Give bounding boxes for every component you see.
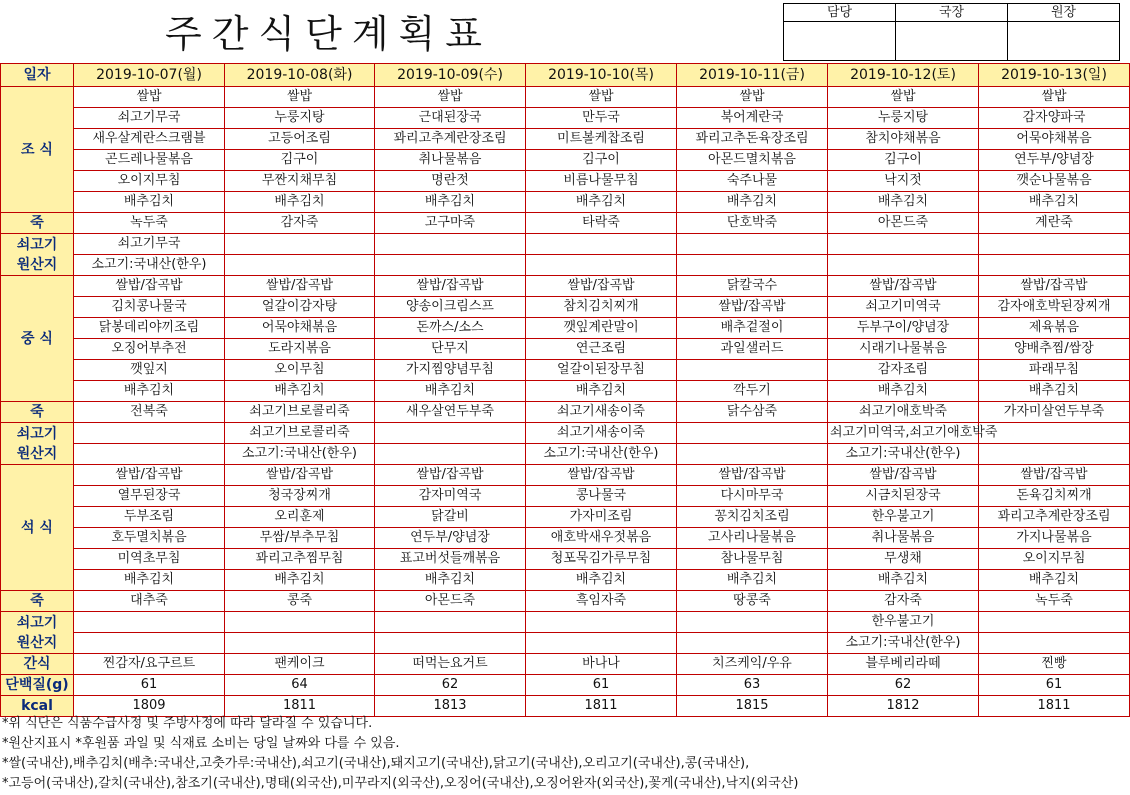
menu-item: 두부조림 — [74, 507, 225, 528]
menu-item: 꽈리고추찜무침 — [225, 549, 375, 570]
menu-item: 쌀밥 — [979, 87, 1130, 108]
protein-label: 단백질(g) — [1, 675, 74, 696]
menu-item: 새우살계란스크램블 — [74, 129, 225, 150]
menu-item: 배추김치 — [74, 570, 225, 591]
beef-origin-cell — [677, 444, 828, 465]
menu-item: 무쌈/부추무침 — [225, 528, 375, 549]
approval-label-head: 원장 — [1008, 4, 1120, 22]
kcal-cell: 1812 — [828, 696, 979, 717]
menu-item: 쌀밥/잡곡밥 — [677, 297, 828, 318]
dinner-porridge-label: 죽 — [1, 591, 74, 612]
beef-origin-cell — [979, 444, 1130, 465]
menu-item: 오이지무침 — [74, 171, 225, 192]
menu-item: 배추김치 — [225, 192, 375, 213]
snack-cell: 팬케이크 — [225, 654, 375, 675]
menu-item: 오징어부추전 — [74, 339, 225, 360]
protein-cell: 61 — [526, 675, 677, 696]
menu-item: 쌀밥 — [828, 87, 979, 108]
dinner-porridge-cell: 아몬드죽 — [375, 591, 526, 612]
lunch-porridge-cell: 쇠고기브로콜리죽 — [225, 402, 375, 423]
menu-item: 쌀밥/잡곡밥 — [526, 465, 677, 486]
beef-origin-cell — [225, 633, 375, 654]
dinner-label: 석 식 — [1, 465, 74, 591]
date-header: 2019-10-10(목) — [526, 64, 677, 87]
dinner-row — [1, 549, 1130, 570]
menu-item: 꽈리고추계란장조림 — [375, 129, 526, 150]
kcal-label: kcal — [1, 696, 74, 717]
approval-sign-manager — [784, 22, 896, 61]
note-line: *위 식단은 식품수급사정 및 주방사정에 따라 달라질 수 있습니다. — [2, 716, 373, 731]
menu-item: 양송이크림스프 — [375, 297, 526, 318]
beef-origin-cell — [375, 255, 526, 276]
lunch-porridge-label: 죽 — [1, 402, 74, 423]
breakfast-row — [1, 192, 1130, 213]
breakfast-row — [1, 171, 1130, 192]
beef-label-line1: 쇠고기 — [16, 236, 58, 253]
menu-item: 한우불고기 — [828, 507, 979, 528]
date-header: 2019-10-08(화) — [225, 64, 375, 87]
meal-plan-table — [0, 63, 1130, 717]
breakfast-porridge-cell: 녹두죽 — [74, 213, 225, 234]
kcal-cell: 1809 — [74, 696, 225, 717]
menu-item: 숙주나물 — [677, 171, 828, 192]
lunch-row — [1, 339, 1130, 360]
menu-item: 명란젓 — [375, 171, 526, 192]
beef-origin-cell — [375, 423, 526, 444]
kcal-cell: 1811 — [526, 696, 677, 717]
beef-origin-cell — [375, 444, 526, 465]
snack-cell: 찐감자/요구르트 — [74, 654, 225, 675]
beef-origin-cell: 소고기:국내산(한우) — [828, 444, 979, 465]
dinner-beef-label — [1, 612, 74, 654]
lunch-porridge-cell: 전복죽 — [74, 402, 225, 423]
dinner-row — [1, 528, 1130, 549]
beef-origin-cell — [979, 255, 1130, 276]
menu-item: 호두멸치볶음 — [74, 528, 225, 549]
menu-item: 쌀밥 — [225, 87, 375, 108]
menu-item: 시금치된장국 — [828, 486, 979, 507]
menu-item: 깍두기 — [677, 381, 828, 402]
lunch-porridge-cell: 가자미살연두부죽 — [979, 402, 1130, 423]
menu-item: 낙지젓 — [828, 171, 979, 192]
menu-item: 감자미역국 — [375, 486, 526, 507]
menu-item: 열무된장국 — [74, 486, 225, 507]
lunch-porridge-cell: 새우살연두부죽 — [375, 402, 526, 423]
menu-item: 콩나물국 — [526, 486, 677, 507]
protein-cell: 61 — [979, 675, 1130, 696]
origin-label-line2: 원산지 — [16, 256, 58, 273]
dinner-porridge-cell: 땅콩죽 — [677, 591, 828, 612]
menu-item: 참나물무침 — [677, 549, 828, 570]
menu-item: 취나물볶음 — [375, 150, 526, 171]
menu-item: 무생채 — [828, 549, 979, 570]
snack-label: 간식 — [1, 654, 74, 675]
menu-item: 애호박새우젓볶음 — [526, 528, 677, 549]
menu-item: 깻잎지 — [74, 360, 225, 381]
beef-label-line1: 쇠고기 — [16, 614, 58, 631]
dinner-porridge-cell: 흑임자죽 — [526, 591, 677, 612]
snack-cell: 바나나 — [526, 654, 677, 675]
beef-origin-cell — [677, 633, 828, 654]
beef-origin-cell — [979, 612, 1130, 633]
menu-item: 쌀밥/잡곡밥 — [375, 465, 526, 486]
approval-box — [783, 3, 1120, 61]
dinner-row — [1, 486, 1130, 507]
menu-item: 비름나물무침 — [526, 171, 677, 192]
menu-item: 오리훈제 — [225, 507, 375, 528]
approval-sign-head — [1008, 22, 1120, 61]
lunch-beef-label — [1, 423, 74, 465]
breakfast-porridge-cell: 감자죽 — [225, 213, 375, 234]
dinner-beef-row — [1, 633, 1130, 654]
menu-item: 닭칼국수 — [677, 276, 828, 297]
breakfast-beef-row — [1, 234, 1130, 255]
origin-label-line2: 원산지 — [16, 634, 58, 651]
beef-origin-cell — [375, 633, 526, 654]
menu-item: 무짠지채무침 — [225, 171, 375, 192]
lunch-beef-row — [1, 444, 1130, 465]
dinner-porridge-cell: 녹두죽 — [979, 591, 1130, 612]
menu-item: 참치김치찌개 — [526, 297, 677, 318]
menu-item: 배추김치 — [225, 570, 375, 591]
menu-item: 배추김치 — [375, 381, 526, 402]
menu-item: 꽈리고추계란장조림 — [979, 507, 1130, 528]
protein-cell: 61 — [74, 675, 225, 696]
breakfast-beef-row — [1, 255, 1130, 276]
dinner-porridge-cell: 감자죽 — [828, 591, 979, 612]
beef-origin-cell — [74, 423, 225, 444]
menu-item: 미트볼케찹조림 — [526, 129, 677, 150]
menu-item: 닭봉데리야끼조림 — [74, 318, 225, 339]
breakfast-porridge-row — [1, 213, 1130, 234]
menu-item: 고등어조림 — [225, 129, 375, 150]
menu-item: 돈육김치찌개 — [979, 486, 1130, 507]
menu-item: 어묵야채볶음 — [979, 129, 1130, 150]
breakfast-row — [1, 150, 1130, 171]
page-title: 주간식단계획표 — [165, 12, 492, 56]
date-header: 2019-10-07(월) — [74, 64, 225, 87]
menu-item — [677, 360, 828, 381]
dinner-row — [1, 465, 1130, 486]
beef-origin-cell: 쇠고기미역국,쇠고기애호박죽 — [828, 423, 979, 444]
approval-label-manager: 담당 — [784, 4, 896, 22]
note-line: *쌀(국내산),배추김치(배추:국내산,고춧가루:국내산),쇠고기(국내산),돼지고기(국내산),닭고기(국내산),오리고기(국내산),콩(국내산), — [2, 756, 750, 771]
beef-origin-cell: 소고기:국내산(한우) — [74, 255, 225, 276]
menu-item: 배추김치 — [677, 570, 828, 591]
lunch-porridge-cell: 닭수삼죽 — [677, 402, 828, 423]
menu-item: 김구이 — [526, 150, 677, 171]
beef-origin-cell — [526, 234, 677, 255]
beef-origin-cell: 한우불고기 — [828, 612, 979, 633]
menu-item: 근대된장국 — [375, 108, 526, 129]
menu-item: 제육볶음 — [979, 318, 1130, 339]
menu-item: 도라지볶음 — [225, 339, 375, 360]
menu-item: 아몬드멸치볶음 — [677, 150, 828, 171]
menu-item: 배추김치 — [526, 192, 677, 213]
menu-item: 쌀밥/잡곡밥 — [74, 276, 225, 297]
dinner-porridge-cell: 대추죽 — [74, 591, 225, 612]
menu-item: 청국장찌개 — [225, 486, 375, 507]
menu-item: 쌀밥/잡곡밥 — [225, 465, 375, 486]
breakfast-row — [1, 129, 1130, 150]
beef-origin-cell: 소고기:국내산(한우) — [526, 444, 677, 465]
menu-item: 쌀밥/잡곡밥 — [74, 465, 225, 486]
menu-item: 쇠고기무국 — [74, 108, 225, 129]
menu-item: 두부구이/양념장 — [828, 318, 979, 339]
menu-item: 가지찜양념무침 — [375, 360, 526, 381]
note-line: *원산지표시 *후원품 과일 및 식재료 소비는 당일 날짜와 다를 수 있음. — [2, 736, 400, 751]
beef-origin-cell — [526, 612, 677, 633]
beef-origin-cell — [677, 423, 828, 444]
beef-origin-cell — [225, 255, 375, 276]
menu-item: 취나물볶음 — [828, 528, 979, 549]
date-row-label: 일자 — [1, 64, 74, 87]
beef-origin-cell — [828, 255, 979, 276]
note-line: *고등어(국내산),갈치(국내산),참조기(국내산),명태(외국산),미꾸라지(외국산),오징어(국내산),오징어완자(외국산),꽃게(국내산),낙지(외국산) — [2, 776, 799, 791]
menu-item: 배추김치 — [375, 192, 526, 213]
beef-origin-cell — [225, 234, 375, 255]
protein-cell: 62 — [375, 675, 526, 696]
menu-item: 표고버섯들깨볶음 — [375, 549, 526, 570]
menu-item: 얼갈이감자탕 — [225, 297, 375, 318]
dinner-porridge-row — [1, 591, 1130, 612]
menu-item: 감자조림 — [828, 360, 979, 381]
lunch-beef-row — [1, 423, 1130, 444]
dinner-porridge-cell: 콩죽 — [225, 591, 375, 612]
menu-item: 참치야채볶음 — [828, 129, 979, 150]
breakfast-porridge-label: 죽 — [1, 213, 74, 234]
lunch-row — [1, 297, 1130, 318]
beef-origin-cell — [677, 234, 828, 255]
menu-item: 김치콩나물국 — [74, 297, 225, 318]
beef-origin-cell — [677, 612, 828, 633]
beef-origin-cell — [74, 612, 225, 633]
menu-item: 배추김치 — [979, 570, 1130, 591]
beef-origin-cell — [979, 423, 1130, 444]
lunch-porridge-cell: 쇠고기새송이죽 — [526, 402, 677, 423]
beef-origin-cell — [677, 255, 828, 276]
menu-item: 얼갈이된장무침 — [526, 360, 677, 381]
menu-item: 청포묵김가루무침 — [526, 549, 677, 570]
menu-item: 배추김치 — [74, 192, 225, 213]
snack-cell: 치즈케익/우유 — [677, 654, 828, 675]
lunch-row — [1, 318, 1130, 339]
snack-cell: 떠먹는요거트 — [375, 654, 526, 675]
notes — [2, 714, 1127, 794]
beef-origin-cell: 소고기:국내산(한우) — [225, 444, 375, 465]
beef-origin-cell — [979, 234, 1130, 255]
menu-item: 누룽지탕 — [828, 108, 979, 129]
protein-cell: 64 — [225, 675, 375, 696]
menu-item: 오이무침 — [225, 360, 375, 381]
menu-item: 돈까스/소스 — [375, 318, 526, 339]
menu-item: 배추김치 — [526, 381, 677, 402]
beef-label-line1: 쇠고기 — [16, 425, 58, 442]
menu-item: 꽈리고추돈육장조림 — [677, 129, 828, 150]
menu-item: 과일샐러드 — [677, 339, 828, 360]
menu-item: 배추김치 — [375, 570, 526, 591]
origin-label-line2: 원산지 — [16, 445, 58, 462]
menu-item: 쌀밥 — [375, 87, 526, 108]
kcal-cell: 1813 — [375, 696, 526, 717]
date-header: 2019-10-09(수) — [375, 64, 526, 87]
beef-origin-cell: 소고기:국내산(한우) — [828, 633, 979, 654]
menu-item: 깻순나물볶음 — [979, 171, 1130, 192]
snack-cell: 찐빵 — [979, 654, 1130, 675]
lunch-porridge-cell: 쇠고기애호박죽 — [828, 402, 979, 423]
menu-item: 쌀밥 — [677, 87, 828, 108]
menu-item: 연두부/양념장 — [375, 528, 526, 549]
menu-item: 누룽지탕 — [225, 108, 375, 129]
menu-item: 김구이 — [828, 150, 979, 171]
breakfast-porridge-cell: 아몬드죽 — [828, 213, 979, 234]
menu-item: 다시마무국 — [677, 486, 828, 507]
menu-item: 배추겉절이 — [677, 318, 828, 339]
menu-item: 쌀밥/잡곡밥 — [828, 276, 979, 297]
kcal-cell: 1811 — [225, 696, 375, 717]
menu-item: 배추김치 — [828, 192, 979, 213]
menu-item: 가자미조림 — [526, 507, 677, 528]
beef-origin-cell — [828, 234, 979, 255]
menu-item: 깻잎계란말이 — [526, 318, 677, 339]
menu-item: 쌀밥/잡곡밥 — [375, 276, 526, 297]
approval-label-director: 국장 — [896, 4, 1008, 22]
date-row — [1, 64, 1130, 87]
menu-item: 배추김치 — [526, 570, 677, 591]
menu-item: 감자양파국 — [979, 108, 1130, 129]
menu-item: 꽁치김치조림 — [677, 507, 828, 528]
lunch-row — [1, 381, 1130, 402]
lunch-porridge-row — [1, 402, 1130, 423]
beef-origin-cell — [979, 633, 1130, 654]
snack-cell: 블루베리라떼 — [828, 654, 979, 675]
menu-item: 쌀밥/잡곡밥 — [526, 276, 677, 297]
breakfast-label: 조 식 — [1, 87, 74, 213]
breakfast-row — [1, 87, 1130, 108]
lunch-label: 중 식 — [1, 276, 74, 402]
beef-origin-cell: 쇠고기브로콜리죽 — [225, 423, 375, 444]
protein-row — [1, 675, 1130, 696]
menu-item: 쌀밥 — [74, 87, 225, 108]
menu-item: 가지나물볶음 — [979, 528, 1130, 549]
menu-item: 쌀밥/잡곡밥 — [979, 276, 1130, 297]
breakfast-porridge-cell: 단호박죽 — [677, 213, 828, 234]
lunch-row — [1, 360, 1130, 381]
menu-item: 쌀밥 — [526, 87, 677, 108]
dinner-row — [1, 570, 1130, 591]
breakfast-porridge-cell: 타락죽 — [526, 213, 677, 234]
date-header: 2019-10-12(토) — [828, 64, 979, 87]
snack-row — [1, 654, 1130, 675]
protein-cell: 62 — [828, 675, 979, 696]
protein-cell: 63 — [677, 675, 828, 696]
menu-item: 어묵야채볶음 — [225, 318, 375, 339]
beef-origin-cell — [74, 633, 225, 654]
lunch-row — [1, 276, 1130, 297]
menu-item: 연근조림 — [526, 339, 677, 360]
menu-item: 배추김치 — [979, 381, 1130, 402]
menu-item: 쌀밥/잡곡밥 — [979, 465, 1130, 486]
beef-origin-cell — [526, 255, 677, 276]
menu-item: 미역초무침 — [74, 549, 225, 570]
menu-item: 배추김치 — [979, 192, 1130, 213]
menu-item: 만두국 — [526, 108, 677, 129]
menu-item: 시래기나물볶음 — [828, 339, 979, 360]
menu-item: 양배추찜/쌈장 — [979, 339, 1130, 360]
beef-origin-cell: 쇠고기무국 — [74, 234, 225, 255]
beef-origin-cell — [74, 444, 225, 465]
breakfast-row — [1, 108, 1130, 129]
menu-item: 북어계란국 — [677, 108, 828, 129]
beef-origin-cell — [375, 612, 526, 633]
approval-sign-director — [896, 22, 1008, 61]
breakfast-porridge-cell: 계란죽 — [979, 213, 1130, 234]
menu-item: 배추김치 — [828, 381, 979, 402]
beef-origin-cell — [526, 633, 677, 654]
kcal-cell: 1811 — [979, 696, 1130, 717]
dinner-row — [1, 507, 1130, 528]
date-header: 2019-10-11(금) — [677, 64, 828, 87]
menu-item: 단무지 — [375, 339, 526, 360]
menu-item: 감자애호박된장찌개 — [979, 297, 1130, 318]
beef-origin-cell — [225, 612, 375, 633]
beef-origin-cell: 쇠고기새송이죽 — [526, 423, 677, 444]
kcal-cell: 1815 — [677, 696, 828, 717]
beef-origin-cell — [375, 234, 526, 255]
menu-item: 김구이 — [225, 150, 375, 171]
menu-item: 쌀밥/잡곡밥 — [677, 465, 828, 486]
menu-item: 배추김치 — [677, 192, 828, 213]
date-header: 2019-10-13(일) — [979, 64, 1130, 87]
menu-item: 쌀밥/잡곡밥 — [828, 465, 979, 486]
menu-item: 닭갈비 — [375, 507, 526, 528]
menu-item: 곤드레나물볶음 — [74, 150, 225, 171]
menu-item: 고사리나물볶음 — [677, 528, 828, 549]
menu-item: 파래무침 — [979, 360, 1130, 381]
menu-item: 쇠고기미역국 — [828, 297, 979, 318]
breakfast-porridge-cell: 고구마죽 — [375, 213, 526, 234]
dinner-beef-row — [1, 612, 1130, 633]
menu-item: 배추김치 — [828, 570, 979, 591]
menu-item: 연두부/양념장 — [979, 150, 1130, 171]
menu-item: 쌀밥/잡곡밥 — [225, 276, 375, 297]
menu-item: 배추김치 — [225, 381, 375, 402]
menu-item: 배추김치 — [74, 381, 225, 402]
menu-item: 오이지무침 — [979, 549, 1130, 570]
breakfast-beef-label — [1, 234, 74, 276]
